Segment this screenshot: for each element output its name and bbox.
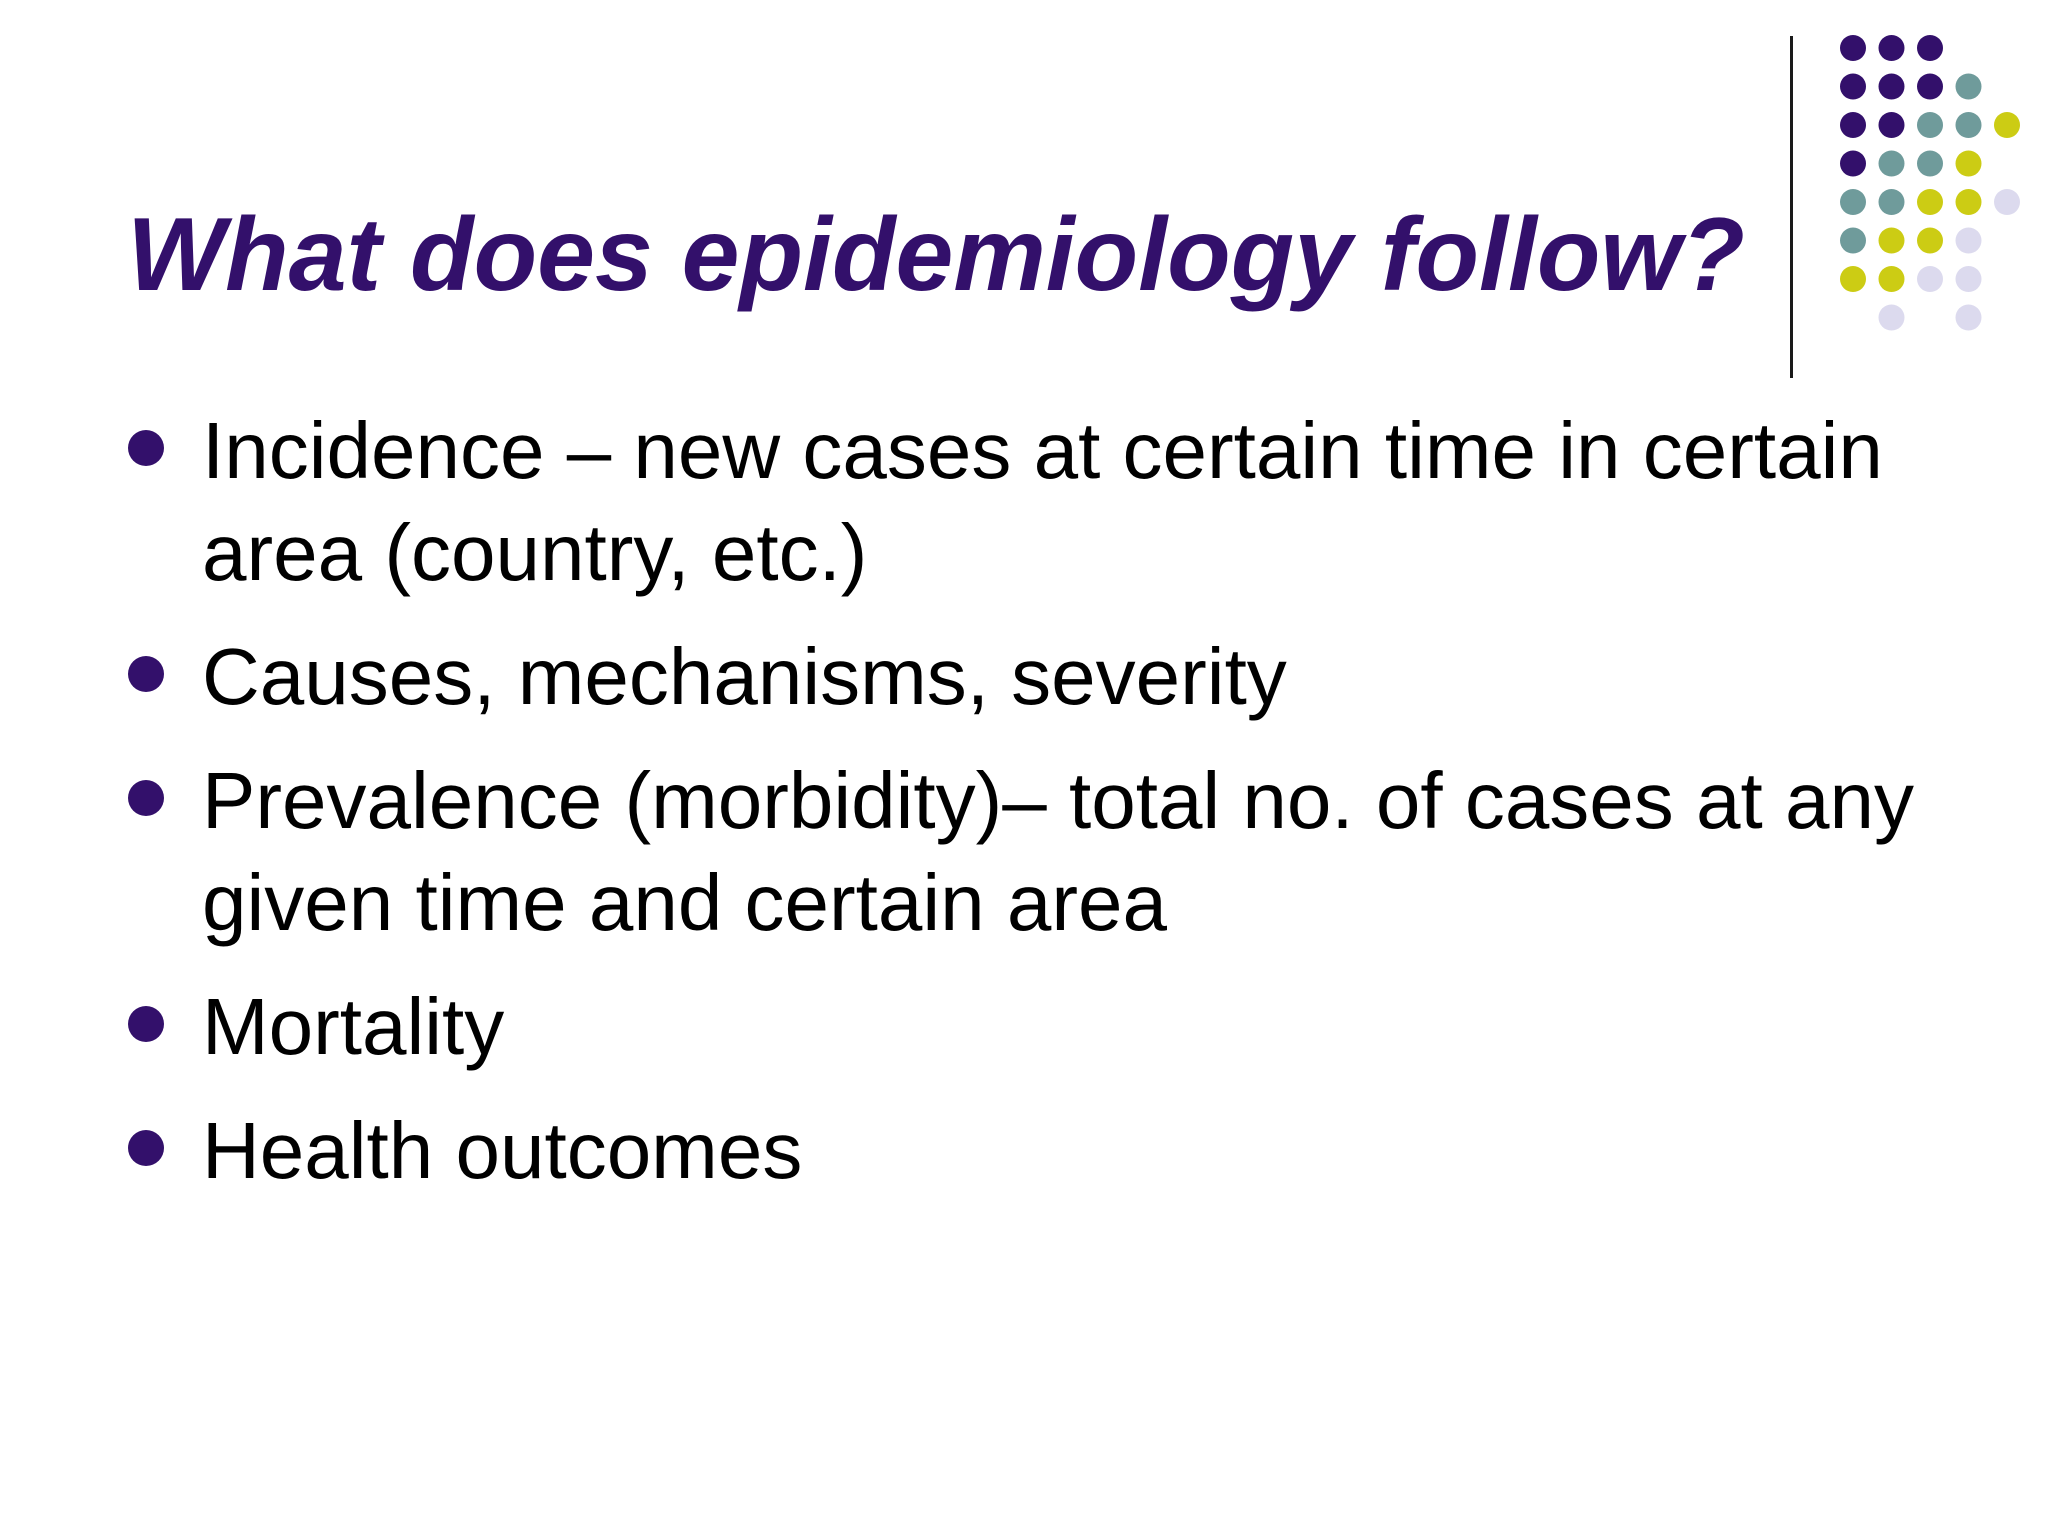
decorative-dot <box>1840 74 1866 100</box>
decorative-dot <box>1879 112 1905 138</box>
decorative-dot <box>1956 112 1982 138</box>
decorative-dot <box>1956 151 1982 177</box>
bullet-item-mortality <box>128 976 1948 1078</box>
decorative-dot <box>1879 228 1905 254</box>
decorative-dot <box>1879 151 1905 177</box>
decorative-dot <box>1956 228 1982 254</box>
bullet-icon <box>128 656 164 692</box>
decorative-dot <box>1879 305 1905 331</box>
bullet-icon <box>128 1006 164 1042</box>
bullet-text: Health outcomes <box>202 1106 803 1195</box>
decorative-dot <box>1917 74 1943 100</box>
decorative-dot <box>1917 112 1943 138</box>
bullet-text: Prevalence (morbidity)– total no. of cases at any given time and certain area <box>202 756 1914 947</box>
slide-title: What does epidemiology follow? <box>127 197 1745 313</box>
bullet-icon <box>128 780 164 816</box>
decorative-dot <box>1840 228 1866 254</box>
bullet-text: Mortality <box>202 982 505 1071</box>
decorative-dot <box>1840 189 1866 215</box>
decorative-dot <box>1840 266 1866 292</box>
decorative-dot <box>1956 266 1982 292</box>
bullet-item-incidence <box>128 400 1948 604</box>
bullet-icon <box>128 430 164 466</box>
bullet-item-prevalence <box>128 750 1948 954</box>
bullet-item-health-outcomes <box>128 1100 1948 1202</box>
bullet-text: Incidence – new cases at certain time in certain area (country, etc.) <box>202 406 1883 597</box>
decorative-dot <box>1994 112 2020 138</box>
decorative-dot <box>1879 74 1905 100</box>
decorative-dot <box>1956 74 1982 100</box>
decorative-dot <box>1840 35 1866 61</box>
decorative-dot <box>1917 151 1943 177</box>
decorative-dot <box>1879 35 1905 61</box>
decorative-dot <box>1956 189 1982 215</box>
decorative-dot <box>1917 228 1943 254</box>
decorative-dot <box>1840 151 1866 177</box>
decorative-dot <box>1917 35 1943 61</box>
decorative-dot <box>1879 266 1905 292</box>
decorative-dot <box>1956 305 1982 331</box>
bullet-text: Causes, mechanisms, severity <box>202 632 1287 721</box>
decorative-dot <box>1917 266 1943 292</box>
bullet-list <box>128 400 1948 1224</box>
vertical-divider-line <box>1790 36 1793 378</box>
decorative-dot <box>1879 189 1905 215</box>
decorative-dot <box>1994 189 2020 215</box>
decorative-dot <box>1840 112 1866 138</box>
bullet-item-causes <box>128 626 1948 728</box>
decorative-dot <box>1917 189 1943 215</box>
bullet-icon <box>128 1130 164 1166</box>
